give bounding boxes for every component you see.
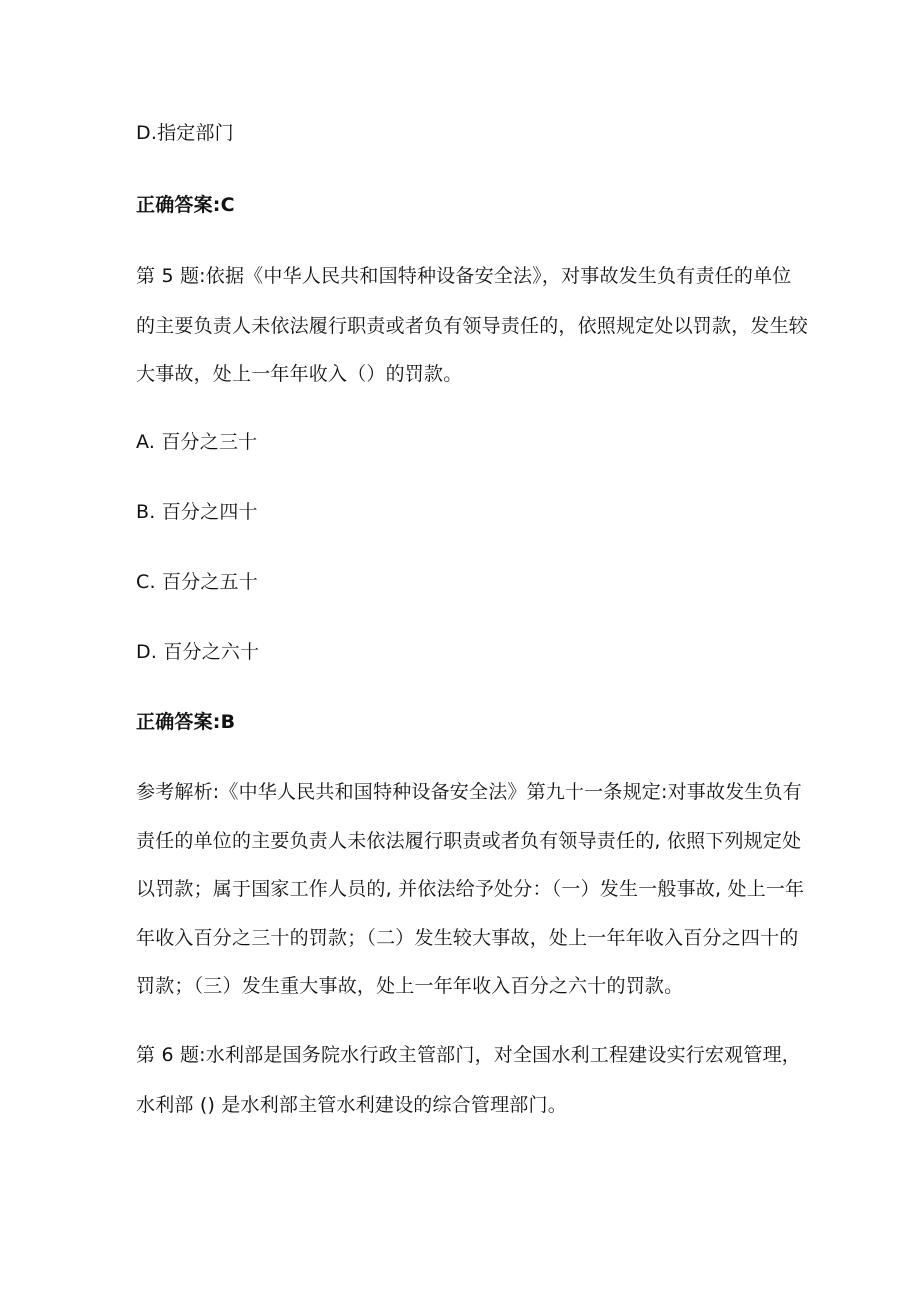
q5-option-b: B. 百分之四十 bbox=[136, 501, 258, 523]
q6-stem-line-2: 水利部 () 是水利部主管水利建设的综合管理部门。 bbox=[136, 1094, 567, 1116]
q4-answer: 正确答案:C bbox=[136, 194, 235, 216]
q6-stem-line-1: 第 6 题:水利部是国务院水行政主管部门，对全国水利工程建设实行宏观管理， bbox=[136, 1044, 801, 1066]
q5-explanation-line-4: 年收入百分之三十的罚款；（二）发生较大事故，处上一年年收入百分之四十的 bbox=[136, 927, 799, 949]
q5-option-a: A. 百分之三十 bbox=[136, 431, 258, 453]
q5-explanation-line-2: 责任的单位的主要负责人未依法履行职责或者负有领导责任的, 依照下列规定处 bbox=[136, 830, 802, 852]
q5-explanation-line-1: 参考解析:《中华人民共和国特种设备安全法》第九十一条规定:对事故发生负有 bbox=[136, 781, 803, 803]
q5-stem-line-1: 第 5 题:依据《中华人民共和国特种设备安全法》，对事故发生负有责任的单位 bbox=[136, 265, 792, 287]
q5-option-c: C. 百分之五十 bbox=[136, 571, 258, 593]
q5-explanation-line-3: 以罚款；属于国家工作人员的, 并依法给予处分：（一）发生一般事故, 处上一年 bbox=[136, 878, 805, 900]
q5-stem-line-3: 大事故，处上一年年收入（）的罚款。 bbox=[136, 363, 463, 385]
q5-stem-line-2: 的主要负责人未依法履行职责或者负有领导责任的，依照规定处以罚款，发生较 bbox=[136, 315, 809, 337]
q4-option-d: D.指定部门 bbox=[136, 122, 234, 144]
q5-answer: 正确答案:B bbox=[136, 711, 236, 733]
q5-explanation-line-5: 罚款；（三）发生重大事故，处上一年年收入百分之六十的罚款。 bbox=[136, 975, 684, 997]
q5-option-d: D. 百分之六十 bbox=[136, 641, 260, 663]
